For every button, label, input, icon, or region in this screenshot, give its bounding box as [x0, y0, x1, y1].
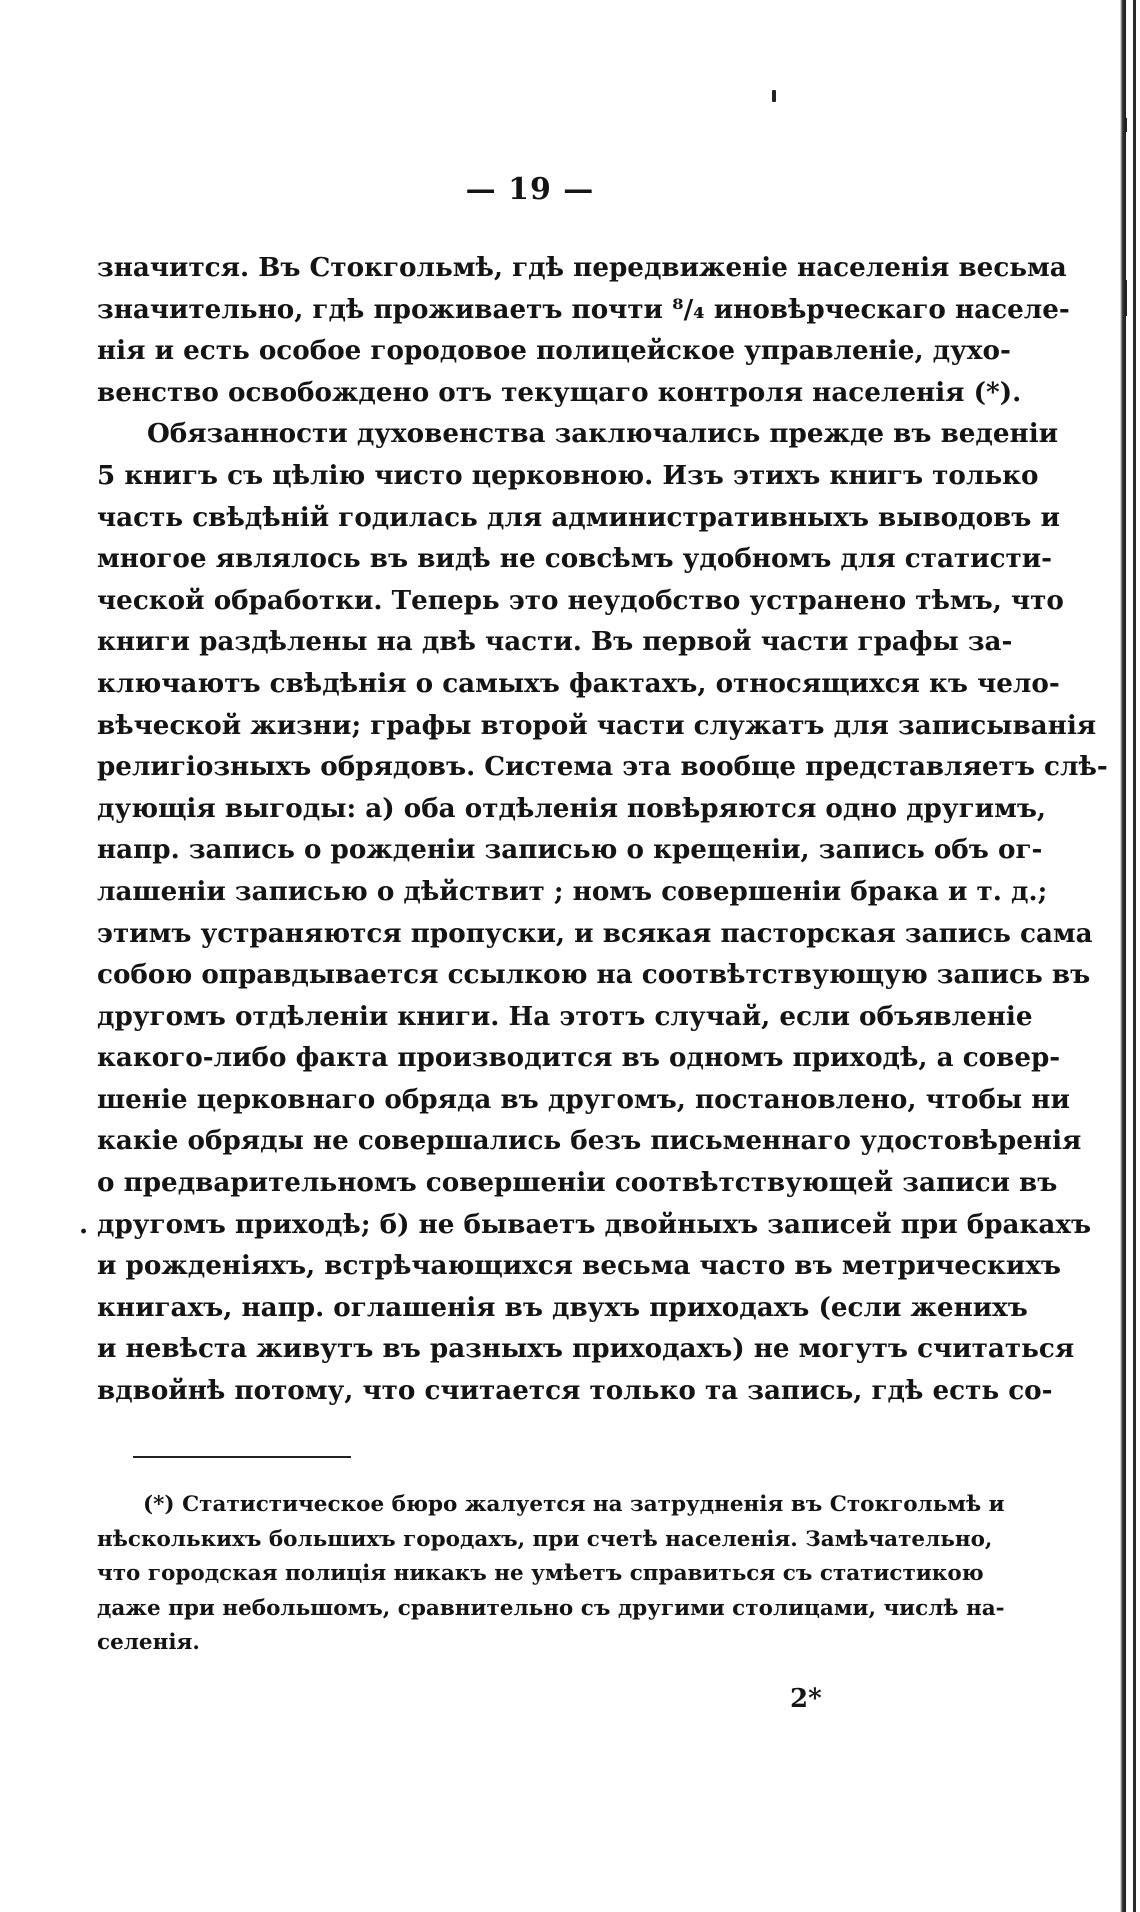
text-line: вдвойнѣ потому, что считается только та запись, гдѣ есть со- [97, 1375, 1053, 1407]
text-line: значится. Въ Стокгольмѣ, гдѣ передвиженіе населенія весьма [97, 252, 1067, 283]
text-line: о предварительномъ совершеніи соотвѣтствующей записи въ [97, 1167, 1058, 1199]
text-line: лашеніи записью о дѣйствит ; номъ совершеніи брака и т. д.; [97, 875, 1048, 907]
text-line: другомъ отдѣленіи книги. На этотъ случай, если объявленіе [97, 1000, 1033, 1032]
scan-speck [772, 90, 776, 102]
text-line: нія и есть особое городовое полицейское управленіе, духо- [97, 335, 1011, 367]
footnote-line: селенія. [97, 1630, 200, 1655]
page-number: — 19 — [465, 172, 595, 207]
footnote-line: (*) Статистическое бюро жалуется на затрудненія въ Стокгольмѣ и [143, 1492, 1005, 1517]
text-line: напр. запись о рожденіи записью о крещеніи, запись объ ог- [97, 834, 1043, 866]
footnote-separator [133, 1456, 351, 1458]
text-line: и рожденіяхъ, встрѣчающихся весьма часто въ метрическихъ [97, 1250, 1062, 1282]
text-line: книги раздѣлены на двѣ части. Въ первой части графы за- [97, 626, 1013, 658]
text-line: дующія выгоды: а) оба отдѣленія повѣряются одно другимъ, [97, 792, 1047, 824]
text-line: религіозныхъ обрядовъ. Система эта вообще представляетъ слѣ- [97, 751, 1108, 783]
text-line: какого-либо факта производится въ одномъ приходѣ, а совер- [97, 1042, 1061, 1074]
text-line: какіе обряды не совершались безъ письменнаго удостовѣренія [97, 1125, 1082, 1157]
stray-mark: . [79, 1208, 89, 1240]
footnote [97, 1488, 1005, 1661]
edge-mark [1124, 280, 1127, 316]
footnote-line: даже при небольшомъ, сравнительно съ другими столицами, числѣ на- [97, 1595, 1005, 1621]
text-line: этимъ устраняются пропуски, и всякая пасторская запись сама [97, 917, 1093, 949]
footnote-line: нѣсколькихъ большихъ городахъ, при счетѣ населенія. Замѣчательно, [97, 1526, 993, 1552]
text-line [79, 1204, 1092, 1246]
edge-mark [1124, 118, 1127, 132]
text-line: значительно, гдѣ проживаетъ почти ⁸/₄ иновѣрческаго населе- [97, 293, 1070, 325]
text-line: многое являлось въ видѣ не совсѣмъ удобномъ для статисти- [97, 543, 1053, 575]
signature-mark: 2* [790, 1684, 822, 1714]
text-line: часть свѣдѣній годилась для административныхъ выводовъ и [97, 501, 1060, 533]
text-line: венство освобождено отъ текущаго контроля населенія (*). [97, 376, 1022, 408]
page-edge-line [1133, 0, 1136, 1912]
text-line: вѣческой жизни; графы второй части служатъ для записыванія [97, 709, 1097, 741]
body-text [79, 247, 1108, 1412]
text-line: ческой обработки. Теперь это неудобство устранено тѣмъ, что [97, 584, 1064, 616]
text-line-content: другомъ приходѣ; б) не бываетъ двойныхъ записей при бракахъ [97, 1208, 1092, 1240]
text-line: шеніе церковнаго обряда въ другомъ, постановлено, чтобы ни [97, 1083, 1070, 1115]
text-line: и невѣста живутъ въ разныхъ приходахъ) не могутъ считаться [97, 1333, 1075, 1365]
text-line: книгахъ, напр. оглашенія въ двухъ приходахъ (если женихъ [97, 1291, 1028, 1323]
text-line: 5 книгъ съ цѣлію чисто церковною. Изъ этихъ книгъ только [97, 459, 1039, 491]
text-line: ключаютъ свѣдѣнія о самыхъ фактахъ, относящихся къ чело- [97, 667, 1060, 699]
footnote-line: что городская полиція никакъ не умѣетъ справиться съ статистикою [97, 1561, 984, 1586]
text-line: собою оправдывается ссылкою на соотвѣтствующую запись въ [97, 959, 1091, 991]
text-line: Обязанности духовенства заключались прежде въ веденіи [147, 418, 1059, 450]
